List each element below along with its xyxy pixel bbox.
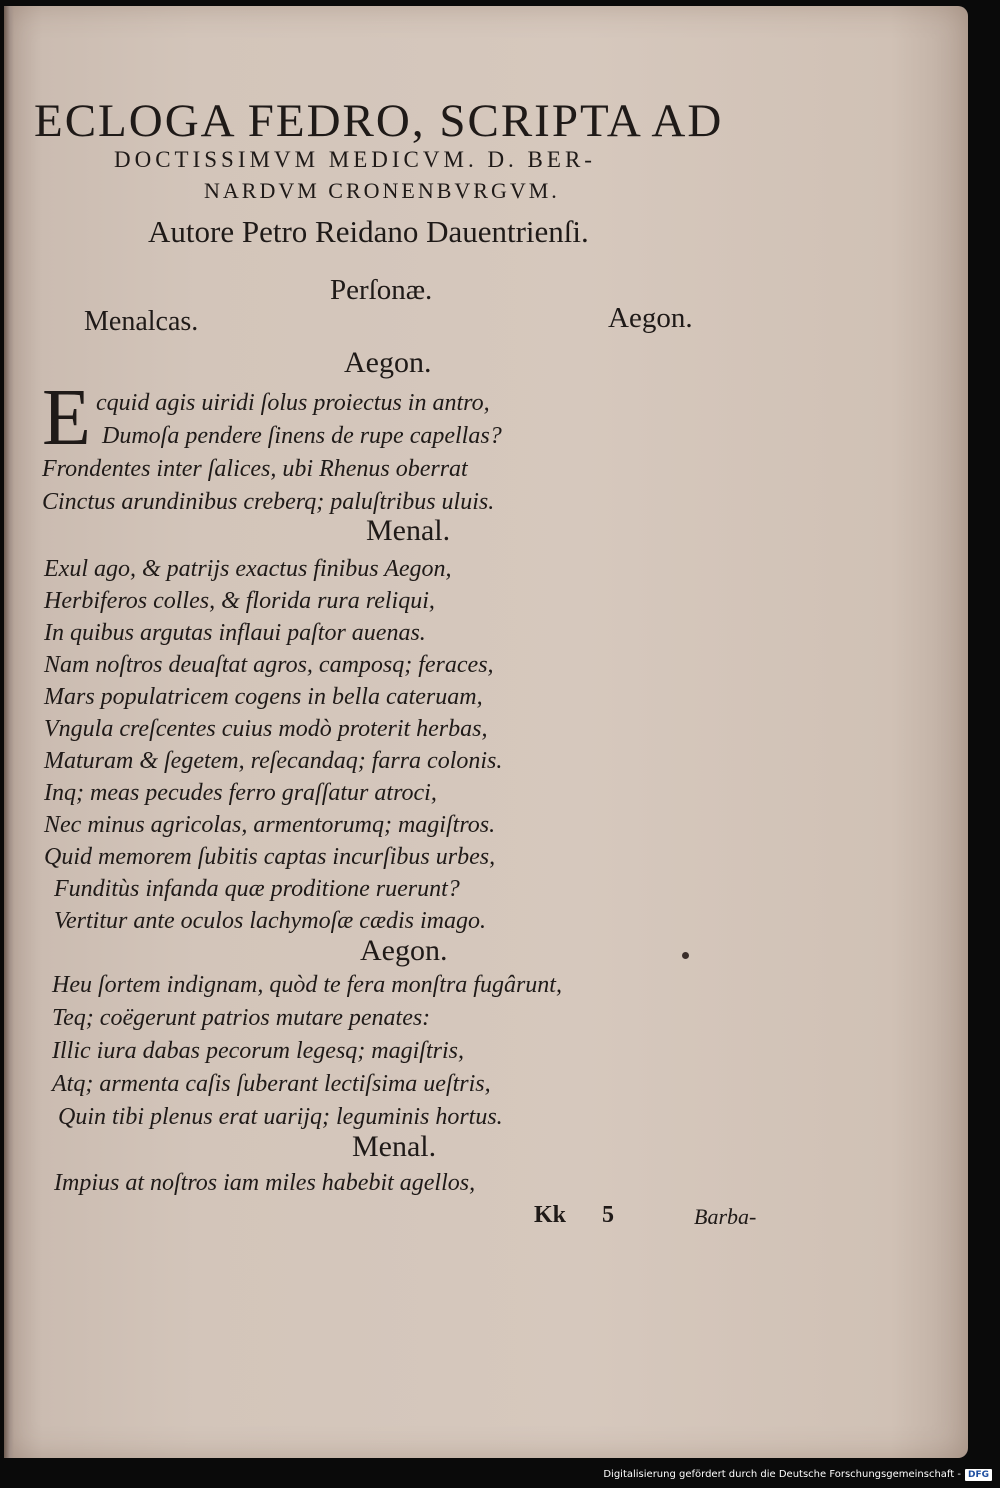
- speaker-label: Aegon.: [344, 346, 432, 379]
- persona-menalcas: Menalcas.: [84, 306, 199, 337]
- verse-line: Vngula creſcentes cuius modò proterit herbas,: [44, 716, 488, 742]
- signature-number: 5: [602, 1202, 614, 1228]
- book-page: [4, 6, 968, 1458]
- funding-footer: [603, 1468, 992, 1482]
- verse-line: cquid agis uiridi ſolus proiectus in antro,: [96, 390, 490, 416]
- verse-line: Maturam & ſegetem, reſecandaq; farra colonis.: [44, 748, 503, 774]
- title-line-3: NARDVM CRONENBVRGVM.: [204, 178, 560, 203]
- speaker-label: Menal.: [352, 1130, 437, 1163]
- persona-aegon: Aegon.: [608, 302, 693, 334]
- signature-mark: Kk: [534, 1202, 567, 1228]
- verse-line: In quibus argutas inflaui paſtor auenas.: [44, 620, 426, 646]
- verse-line: Teq; coëgerunt patrios mutare penates:: [52, 1005, 431, 1031]
- verse-line: Impius at noſtros iam miles habebit agellos,: [54, 1170, 476, 1196]
- verse-line: Cinctus arundinibus creberq; paluſtribus uluis.: [42, 489, 495, 515]
- title-line-1: ECLOGA FEDRO, SCRIPTA AD: [34, 95, 724, 147]
- verse-line: Funditùs infanda quæ proditione ruerunt?: [54, 876, 460, 902]
- footer-text: Digitalisierung gefördert durch die Deutsche Forschungsgemeinschaft -: [603, 1469, 961, 1480]
- page-gutter-edge: [4, 6, 14, 1458]
- verse-line: Illic iura dabas pecorum legesq; magiſtris,: [52, 1038, 464, 1064]
- verse-line: Quin tibi plenus erat uarijq; leguminis hortus.: [58, 1104, 503, 1130]
- verse-line: Atq; armenta caſis ſuberant lectiſsima ueſtris,: [52, 1071, 491, 1097]
- verse-line: Dumoſa pendere ſinens de rupe capellas?: [102, 423, 502, 449]
- personae-heading: Perſonæ.: [330, 274, 433, 306]
- speaker-label: Menal.: [366, 514, 451, 547]
- verse-line: Exul ago, & patrijs exactus finibus Aegon,: [44, 556, 452, 582]
- ink-spot: [682, 952, 689, 959]
- title-line-2: DOCTISSIMVM MEDICVM. D. BER-: [114, 147, 596, 172]
- drop-cap: E: [42, 374, 91, 462]
- verse-line: Nam noſtros deuaſtat agros, camposq; feraces,: [44, 652, 494, 678]
- verse-line: Frondentes inter ſalices, ubi Rhenus oberrat: [42, 456, 468, 482]
- dfg-logo-icon[interactable]: DFG: [965, 1469, 992, 1481]
- verse-line: Quid memorem ſubitis captas incurſibus urbes,: [44, 844, 496, 870]
- speaker-label: Aegon.: [360, 934, 448, 967]
- verse-line: Heu ſortem indignam, quòd te fera monſtra fugârunt,: [52, 972, 562, 998]
- catchword: Barba-: [694, 1204, 757, 1229]
- verse-line: Inq; meas pecudes ferro graſſatur atroci,: [44, 780, 437, 806]
- verse-line: Mars populatricem cogens in bella cateruam,: [44, 684, 483, 710]
- verse-line: Vertitur ante oculos lachymoſæ cædis imago.: [54, 908, 486, 934]
- verse-line: Nec minus agricolas, armentorumq; magiſtros.: [44, 812, 496, 838]
- verse-line: Herbiferos colles, & florida rura reliqui,: [44, 588, 435, 614]
- author-line: Autore Petro Reidano Dauentrienſi.: [148, 214, 589, 249]
